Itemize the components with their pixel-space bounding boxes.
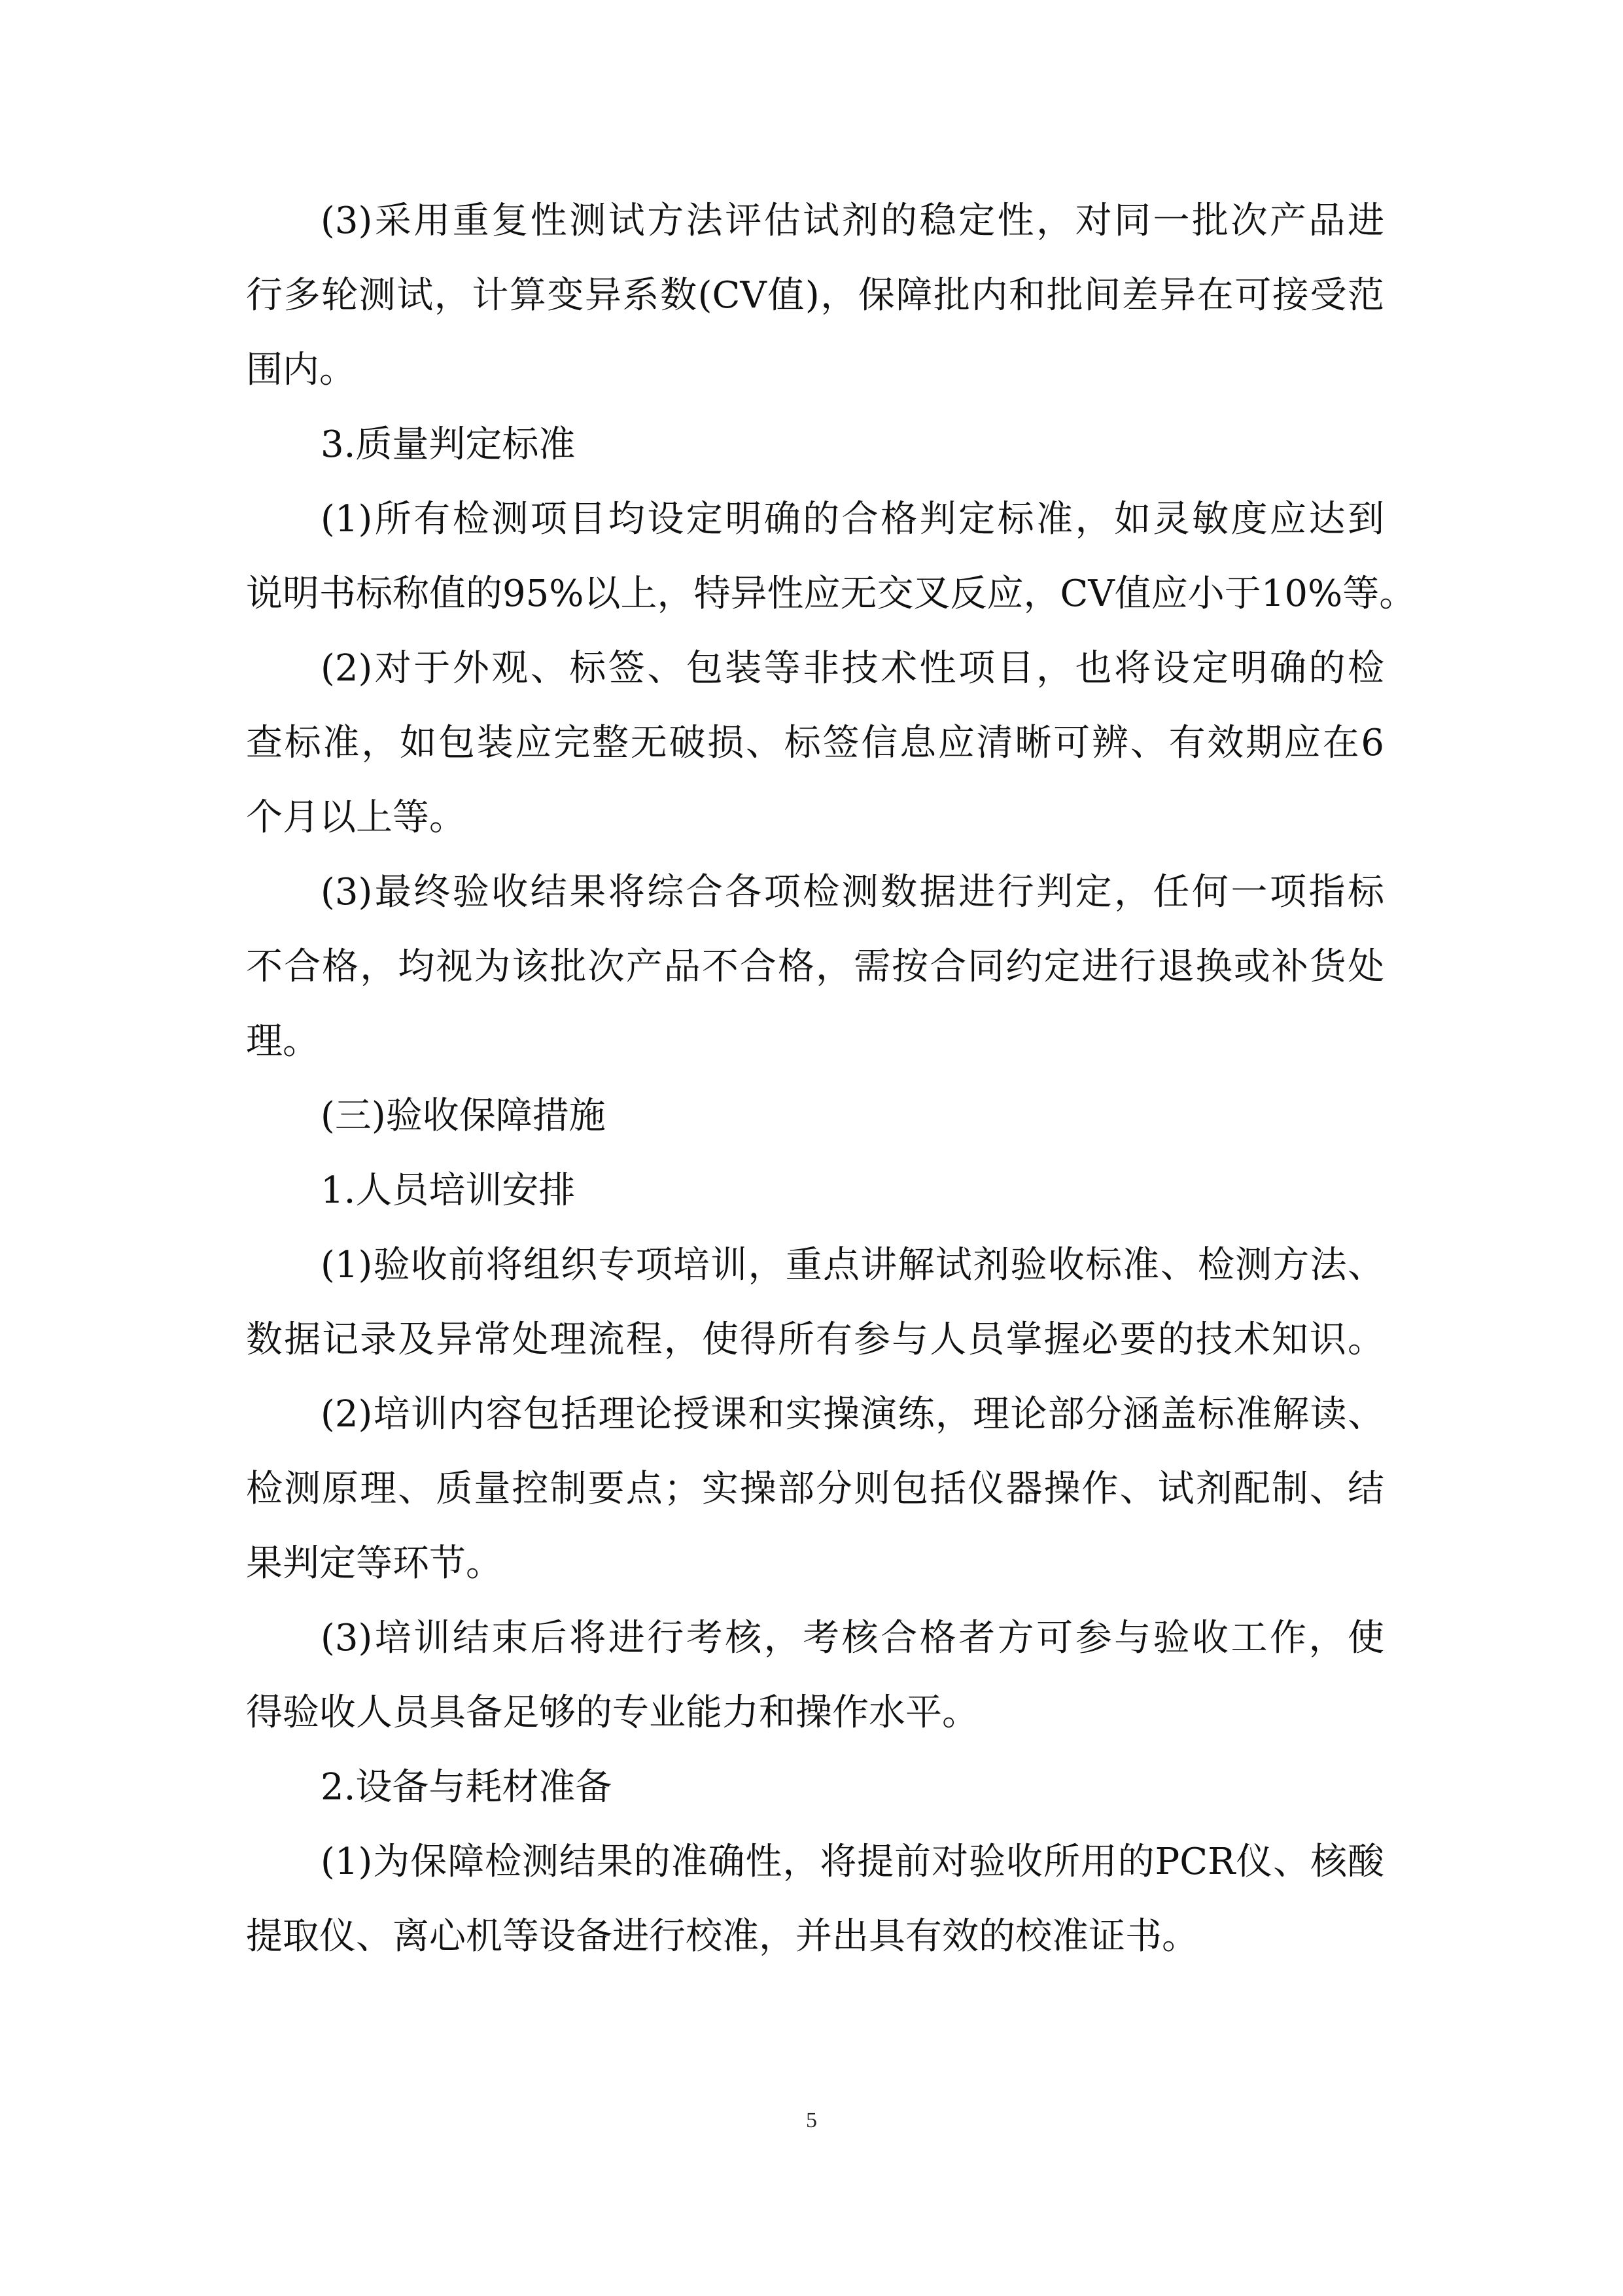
text-line: (2)对于外观、标签、包装等非技术性项目，也将设定明确的检 <box>321 647 1384 690</box>
text-line: 提取仪、离心机等设备进行校准，并出具有效的校准证书。 <box>246 1915 1198 1958</box>
text-line: 说明书标称值的95%以上，特异性应无交叉反应，CV值应小于10%等。 <box>246 573 1416 615</box>
text-line: 1.人员培训安排 <box>321 1169 576 1212</box>
text-line: 果判定等环节。 <box>246 1542 502 1585</box>
text-line: 得验收人员具备足够的专业能力和操作水平。 <box>246 1691 979 1734</box>
text-line: (1)为保障检测结果的准确性，将提前对验收所用的PCR仪、核酸 <box>321 1841 1384 1883</box>
text-line: 数据记录及异常处理流程，使得所有参与人员掌握必要的技术知识。 <box>246 1318 1384 1361</box>
text-line: (1)验收前将组织专项培训，重点讲解试剂验收标准、检测方法、 <box>321 1244 1384 1286</box>
text-line: 不合格，均视为该批次产品不合格，需按合同约定进行退换或补货处 <box>246 945 1384 988</box>
text-line: (三)验收保障措施 <box>321 1095 606 1137</box>
text-line: 个月以上等。 <box>246 796 466 839</box>
text-line: 2.设备与耗材准备 <box>321 1766 612 1809</box>
text-line: 检测原理、质量控制要点；实操部分则包括仪器操作、试剂配制、结 <box>246 1468 1384 1510</box>
text-line: 理。 <box>246 1020 319 1063</box>
text-line: 行多轮测试，计算变异系数(CV值)，保障批内和批间差异在可接受范 <box>246 274 1384 317</box>
text-line: 3.质量判定标准 <box>321 423 576 466</box>
text-line: 查标准，如包装应完整无破损、标签信息应清晰可辨、有效期应在6 <box>246 722 1384 764</box>
text-line: (3)培训结束后将进行考核，考核合格者方可参与验收工作，使 <box>321 1617 1384 1659</box>
text-line: 围内。 <box>246 349 356 391</box>
text-line: (3)最终验收结果将综合各项检测数据进行判定，任何一项指标 <box>321 871 1384 913</box>
page-number: 5 <box>806 2108 817 2132</box>
text-line: (2)培训内容包括理论授课和实操演练，理论部分涵盖标准解读、 <box>321 1393 1384 1436</box>
text-line: (1)所有检测项目均设定明确的合格判定标准，如灵敏度应达到 <box>321 498 1384 540</box>
text-line: (3)采用重复性测试方法评估试剂的稳定性，对同一批次产品进 <box>321 200 1384 242</box>
